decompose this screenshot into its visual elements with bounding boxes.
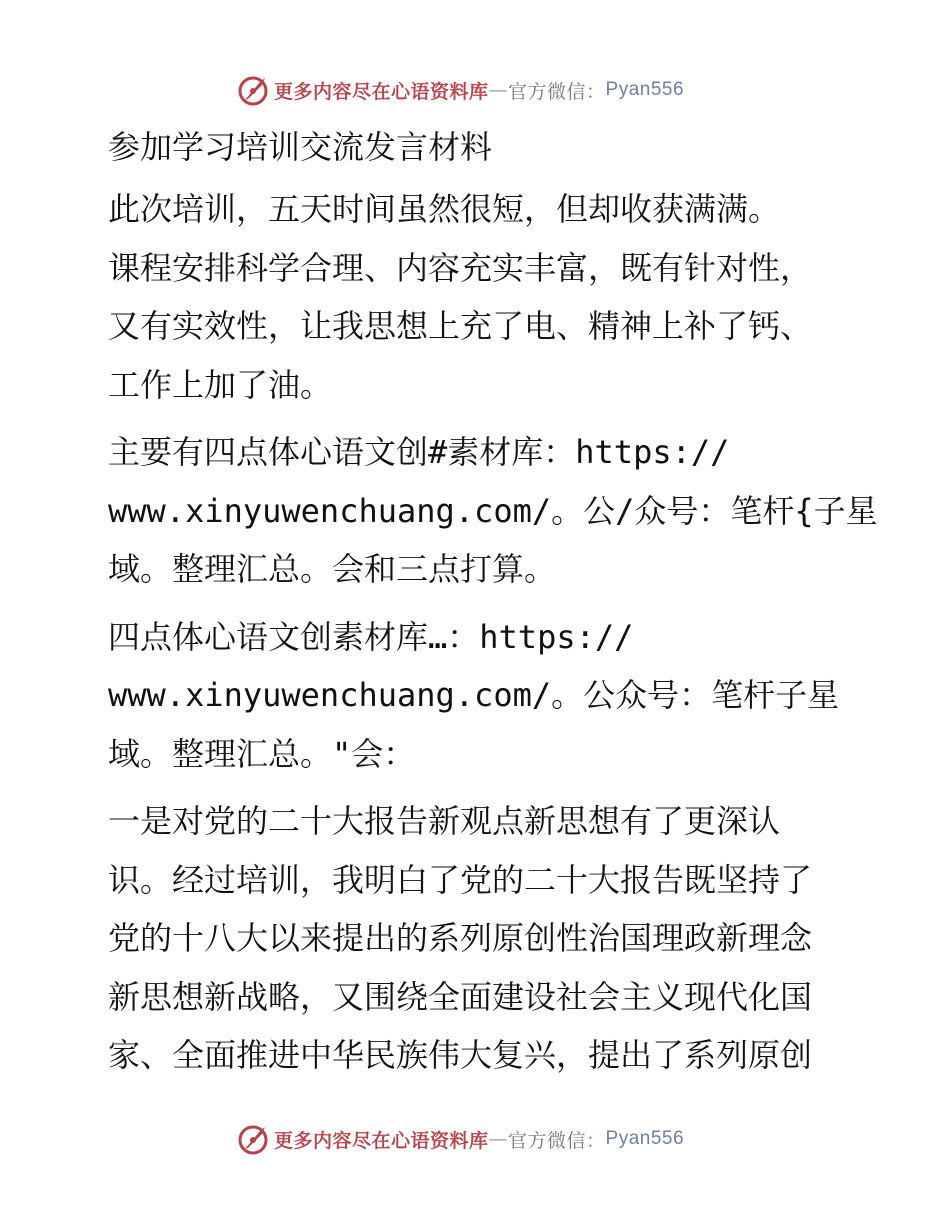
quill-logo-icon [236,73,270,107]
paragraph-line: 域。整理汇总。"会： [108,734,416,773]
footer-watermark [236,1122,684,1156]
watermark-separator: — [488,1128,509,1150]
paragraph-line: 域。整理汇总。会和三点打算。 [108,550,557,588]
paragraph-line: 党的十八大以来提出的系列原创性治国理政新理念 [108,919,813,957]
paragraph-line: 主要有四点体心语文创#素材库：https:// [108,433,730,471]
paragraph-1 [98,180,858,414]
watermark-main-text: 更多内容尽在心语资料库 [274,80,489,103]
watermark-sub-text: 官方微信： [508,80,606,103]
document-title: 参加学习培训交流发言材料 [108,128,493,166]
paragraph-line: 家、全面推进中华民族伟大复兴，提出了系列原创 [108,1036,813,1074]
paragraph-line: 新思想新战略，又围绕全面建设社会主义现代化国 [108,977,813,1016]
document-body [98,118,878,1094]
paragraph-line: 识。经过培训，我明白了党的二十大报告既坚持了 [108,860,813,899]
watermark-sub-text: 官方微信： [508,1129,606,1152]
paragraph-line: 工作上加了油。 [108,365,333,404]
paragraph-line: 课程安排科学合理、内容充实丰富，既有针对性， [108,248,813,287]
paragraph-line: 此次培训，五天时间虽然很短，但却收获满满。 [108,190,781,228]
paragraph-line: 一是对党的二十大报告新观点新思想有了更深认 [108,802,781,840]
paragraph-2 [98,423,878,599]
quill-logo-icon [236,1122,270,1156]
header-watermark [236,73,684,107]
paragraph-line: www.xinyuwenchuang.com/。公/众号：笔杆{子星 [108,491,878,530]
paragraph-line: 四点体心语文创素材库…：https:// [108,617,634,656]
watermark-wechat-id: Pyan556 [605,1128,685,1149]
watermark-separator: — [488,79,509,101]
paragraph-4 [98,792,858,1085]
watermark-main-text: 更多内容尽在心语资料库 [274,1129,489,1152]
paragraph-line: www.xinyuwenchuang.com/。公众号：笔杆子星 [108,676,840,714]
paragraph-3 [98,608,858,784]
paragraph-line: 又有实效性，让我思想上充了电、精神上补了钙、 [108,307,813,345]
watermark-wechat-id: Pyan556 [605,79,685,100]
